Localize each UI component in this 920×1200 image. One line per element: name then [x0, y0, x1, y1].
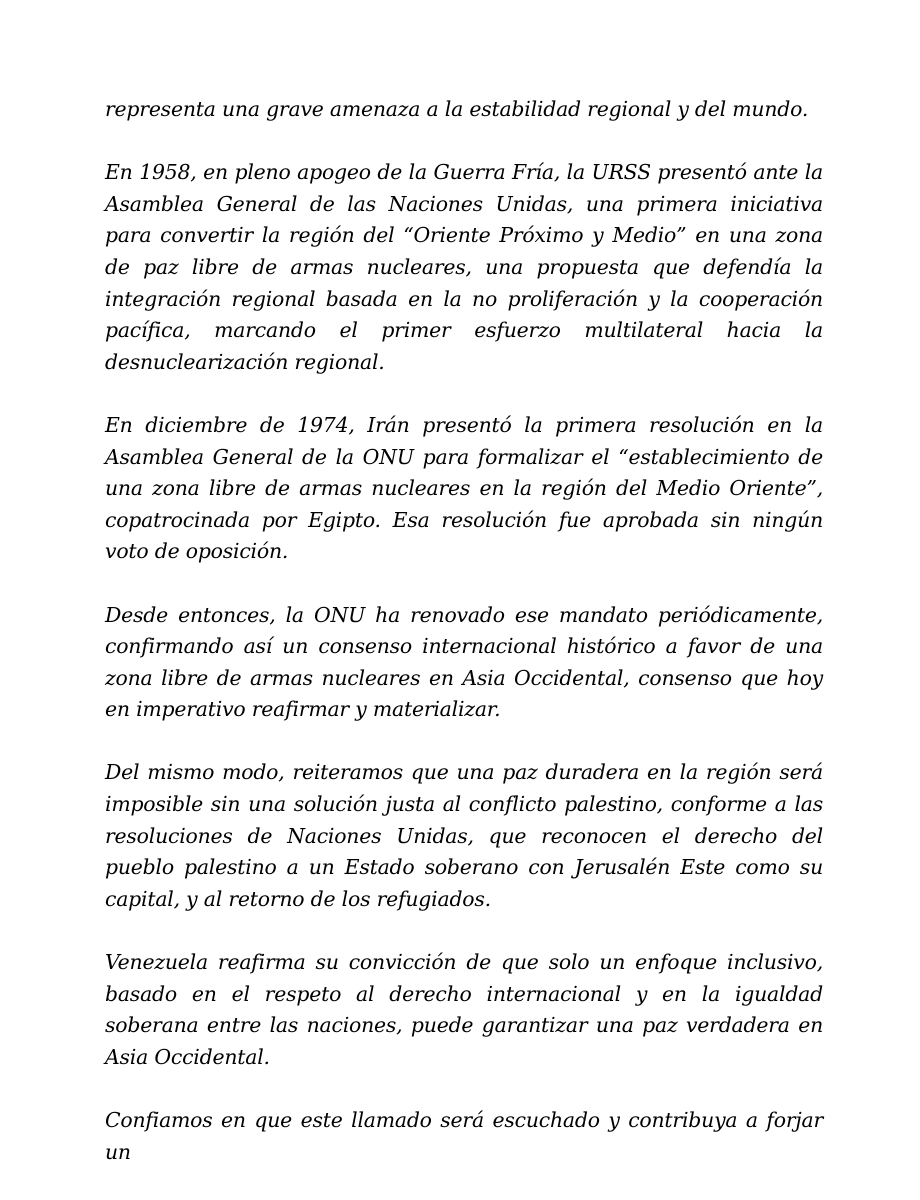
paragraph-1974-iran-resolution: En diciembre de 1974, Irán presentó la primera resolución en la Asamblea General de la ONU para formalizar el “establecimiento de una zona libre de armas nucleares en la región del Medio Oriente”, copatrocinada por Egipto. Esa resolución fue aprobada sin ningún voto de oposición. — [105, 412, 823, 564]
paragraph-1958-ussr-initiative: En 1958, en pleno apogeo de la Guerra Fría, la URSS presentó ante la Asamblea General de las Naciones Unidas, una primera iniciativa para convertir la región del “Oriente Próximo y Medio” en una zona de paz libre de armas nucleares, una propuesta que defendía la integración regional basada en la no proliferación y la cooperación pacífica, marcando el primer esfuerzo multilateral hacia la desnuclearización regional. — [105, 160, 823, 374]
document-page — [105, 94, 823, 1200]
paragraph-un-mandate: Desde entonces, la ONU ha renovado ese mandato periódicamente, confirmando así un consenso internacional histórico a favor de una zona libre de armas nucleares en Asia Occidental, consenso que hoy en imperativo reafirmar y materializar. — [105, 602, 823, 722]
paragraph-continuation: representa una grave amenaza a la estabilidad regional y del mundo. — [105, 97, 809, 121]
paragraph-palestine: Del mismo modo, reiteramos que una paz duradera en la región será imposible sin una solución justa al conflicto palestino, conforme a las resoluciones de Naciones Unidas, que reconocen el derecho del pueblo palestino a un Estado soberano con Jerusalén Este como su capital, y al retorno de los refugiados. — [105, 760, 823, 911]
paragraph-closing: Confiamos en que este llamado será escuchado y contribuya a forjar un — [105, 1108, 823, 1164]
paragraph-venezuela-conviction: Venezuela reafirma su convicción de que solo un enfoque inclusivo, basado en el respeto al derecho internacional y en la igualdad soberana entre las naciones, puede garantizar una paz verdadera en Asia Occidental. — [105, 950, 823, 1069]
